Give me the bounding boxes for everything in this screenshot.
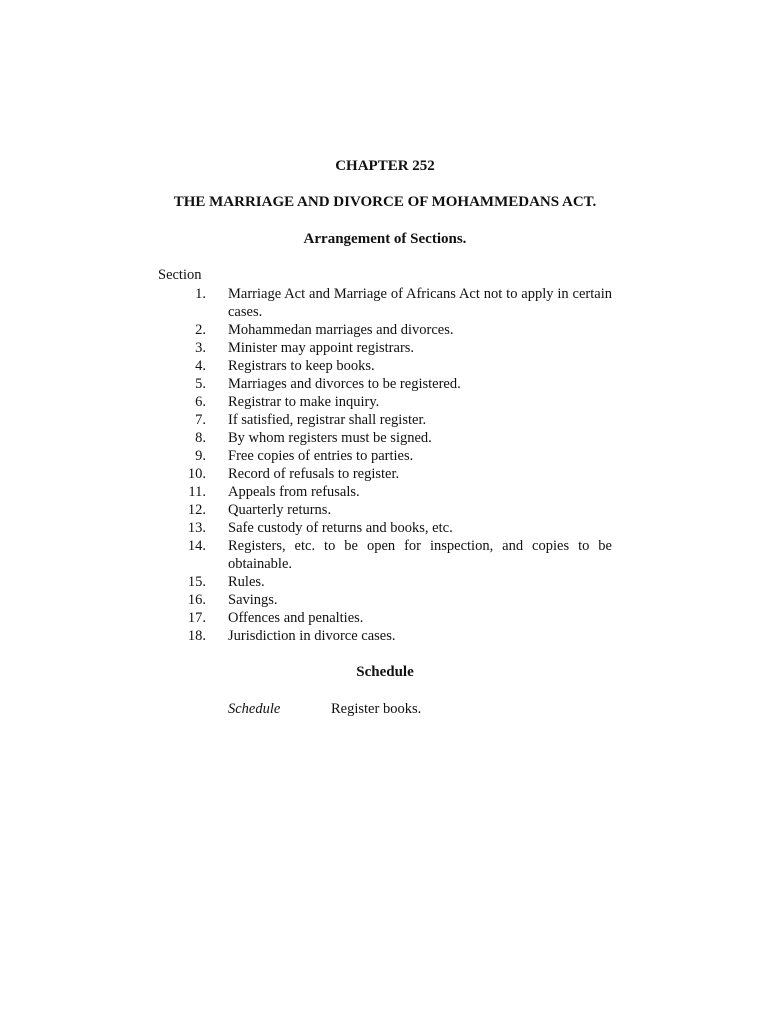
section-title: Free copies of entries to parties. [228,448,414,464]
section-number: 15. [187,574,206,590]
section-title: Marriage Act and Marriage of Africans Act not to apply in certain cases. [228,286,612,320]
section-number: 12. [187,502,206,518]
section-item [150,609,620,627]
section-title: Registrars to keep books. [228,358,375,374]
section-item [150,429,620,447]
section-item [150,321,620,339]
sections-list [150,285,620,645]
section-title: Marriages and divorces to be registered. [228,376,461,392]
section-item [150,411,620,429]
section-title: Mohammedan marriages and divorces. [228,322,454,338]
section-title: Rules. [228,574,265,590]
section-title: Minister may appoint registrars. [228,340,415,356]
section-number: 16. [187,592,206,608]
section-number: 18. [187,628,206,644]
section-number: 9. [195,448,206,464]
section-item [150,375,620,393]
section-item [150,591,620,609]
section-number: 11. [188,484,206,500]
section-title: Registers, etc. to be open for inspection, and copies to be obtainable. [228,538,612,572]
section-item [150,393,620,411]
section-item [150,483,620,501]
schedule-description: Register books. [331,701,422,717]
schedule-name: Schedule [228,701,281,717]
schedule-entry [228,701,421,718]
section-title: Appeals from refusals. [228,484,360,500]
section-item [150,537,620,573]
section-title: Offences and penalties. [228,610,364,626]
section-number: 1. [195,286,206,302]
section-number: 10. [187,466,206,482]
section-number: 6. [195,394,206,410]
section-number: 2. [195,322,206,338]
section-title: Savings. [228,592,278,608]
section-number: 14. [187,538,206,554]
section-number: 17. [187,610,206,626]
chapter-heading: CHAPTER 252 [335,158,435,174]
act-title: THE MARRIAGE AND DIVORCE OF MOHAMMEDANS ACT. [173,194,597,210]
section-number: 7. [195,412,206,428]
section-number: 5. [195,376,206,392]
section-title: If satisfied, registrar shall register. [228,412,427,428]
section-title: Quarterly returns. [228,502,332,518]
section-item [150,357,620,375]
section-item [150,285,620,321]
section-title: Record of refusals to register. [228,466,400,482]
section-title: Jurisdiction in divorce cases. [228,628,396,644]
section-item [150,465,620,483]
section-item [150,519,620,537]
section-number: 8. [195,430,206,446]
arrangement-heading: Arrangement of Sections. [303,231,467,247]
section-title: By whom registers must be signed. [228,430,432,446]
section-number: 3. [195,340,206,356]
section-item [150,447,620,465]
section-number: 4. [195,358,206,374]
section-item [150,501,620,519]
section-item [150,339,620,357]
section-item [150,627,620,645]
schedule-heading: Schedule [356,664,414,680]
section-item [150,573,620,591]
section-number: 13. [187,520,206,536]
section-title: Registrar to make inquiry. [228,394,380,410]
section-title: Safe custody of returns and books, etc. [228,520,453,536]
section-label: Section [158,267,202,283]
